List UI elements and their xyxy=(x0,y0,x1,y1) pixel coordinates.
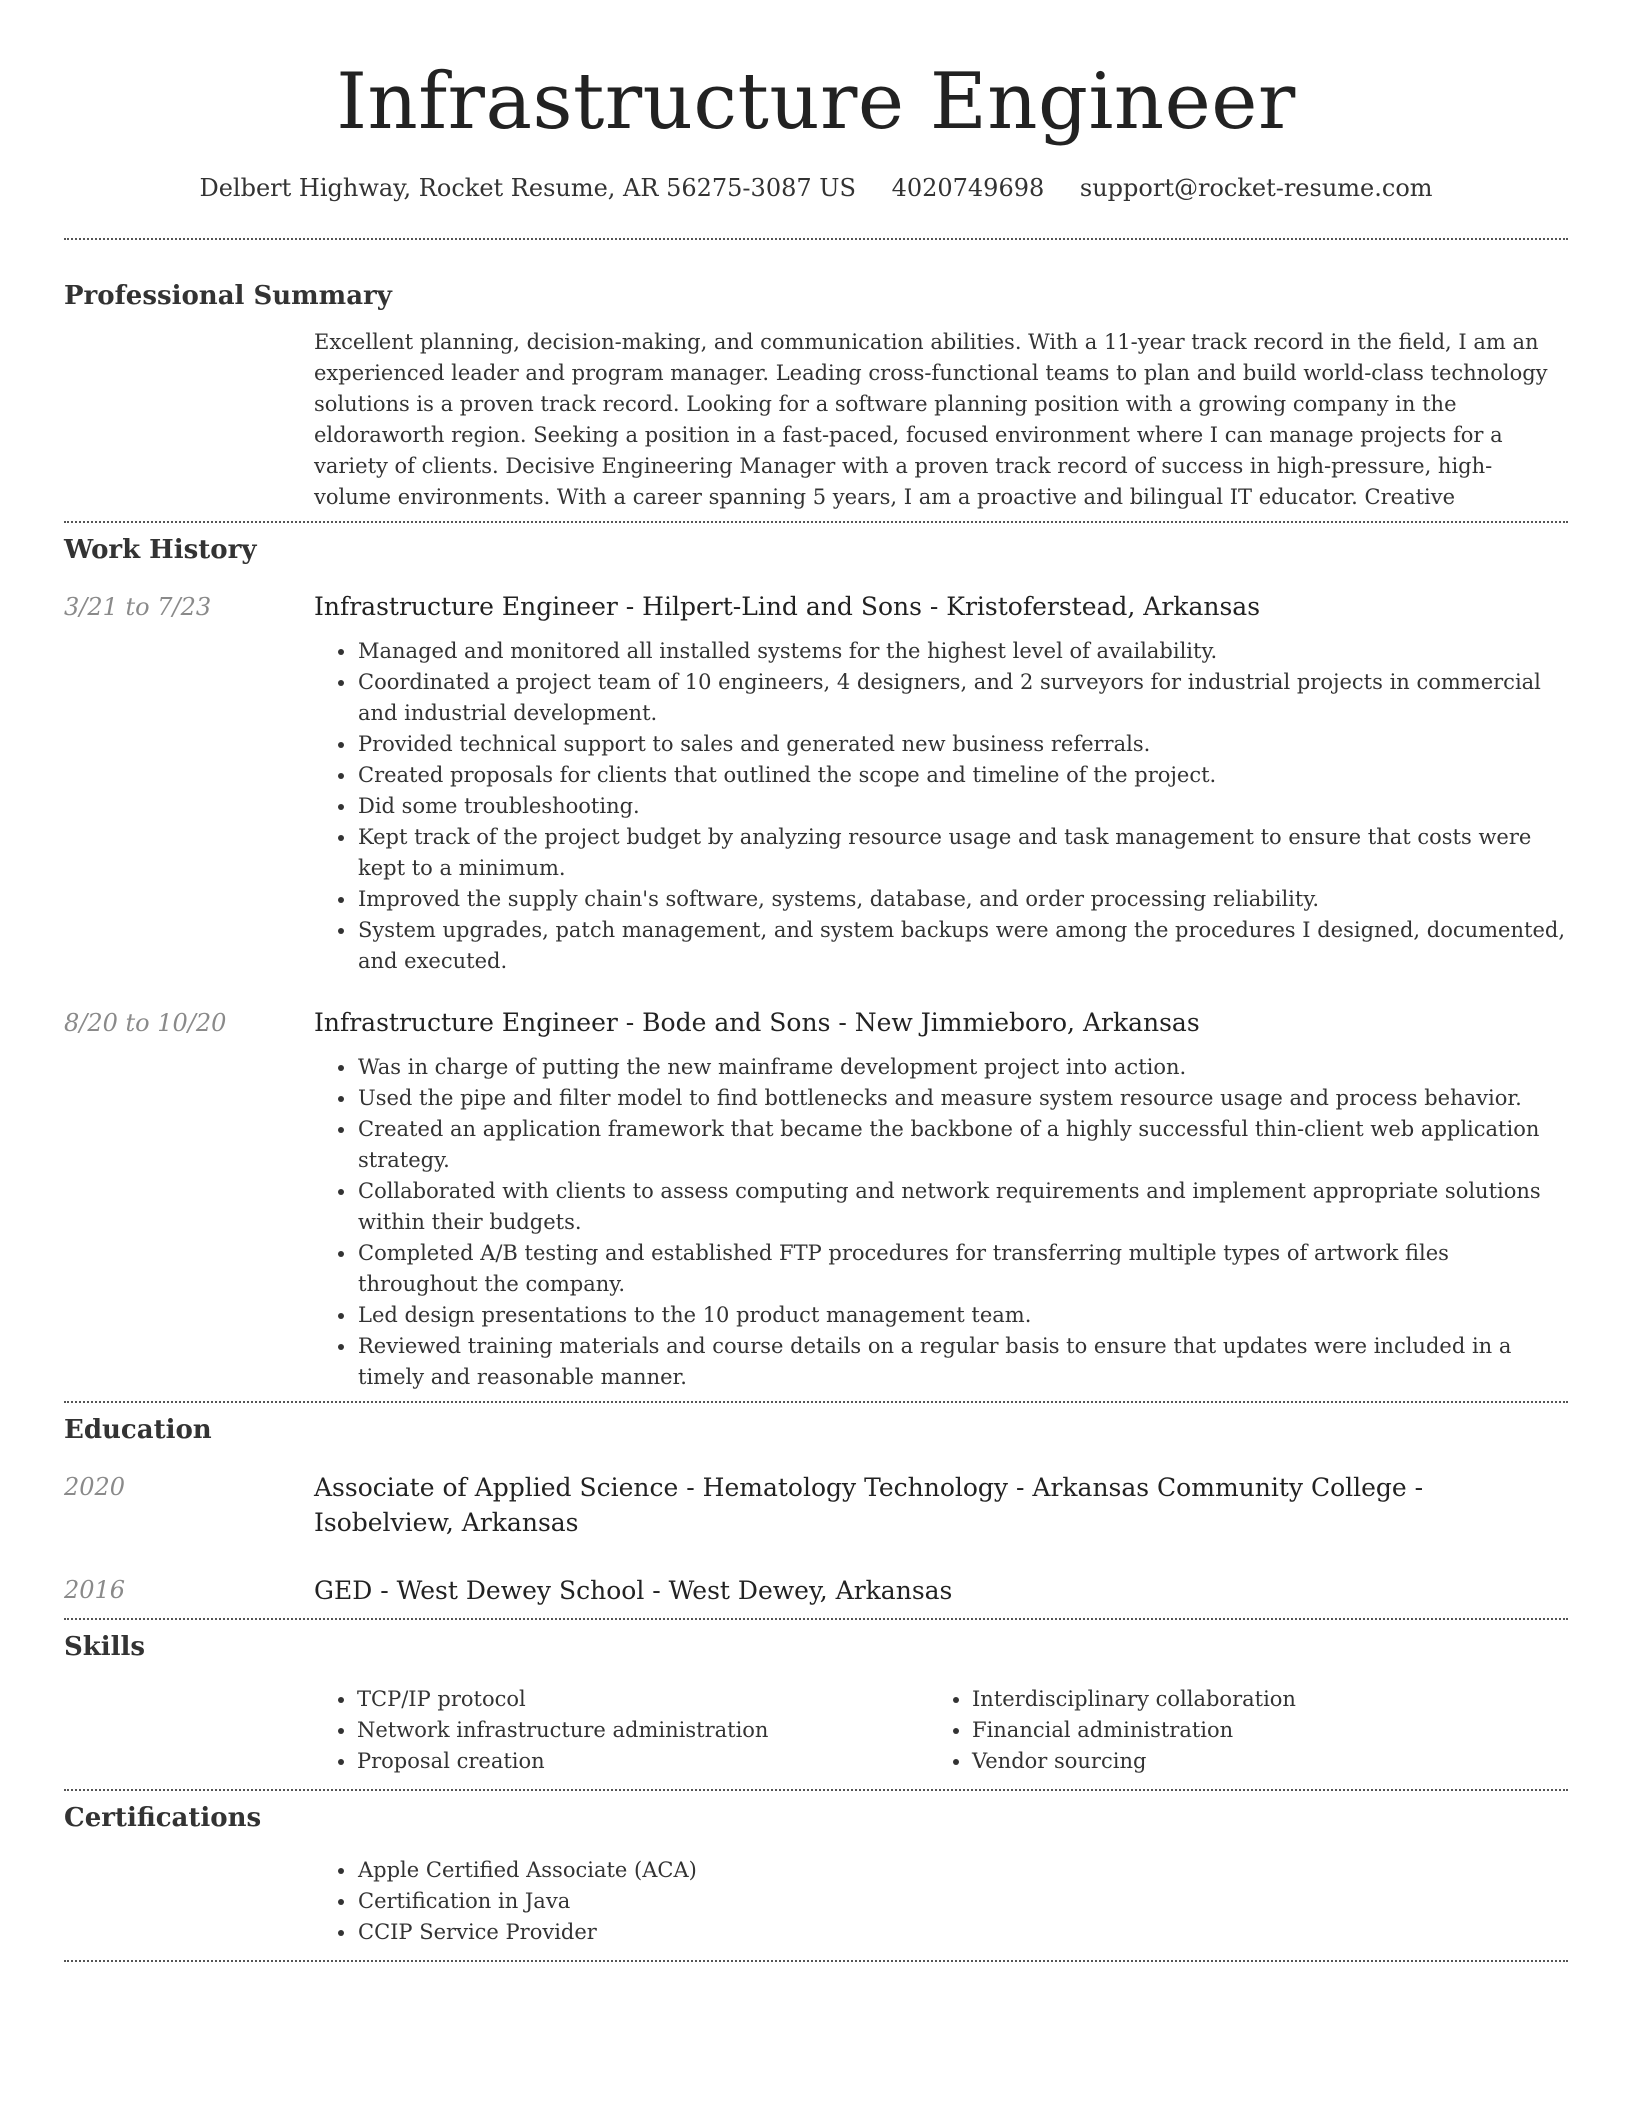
summary-left-spacer xyxy=(64,327,314,513)
skills-list-left xyxy=(314,1684,929,1777)
list-item: • CCIP Service Provider xyxy=(357,1917,1568,1948)
list-item: • Provided technical support to sales and generated new business referrals. xyxy=(357,729,1568,760)
list-item: • Created an application framework that became the backbone of a highly successful thin-client web application strategy. xyxy=(357,1114,1568,1176)
skills-list-right xyxy=(929,1684,1568,1777)
section-divider xyxy=(64,1960,1568,1962)
resume-title: Infrastructure Engineer xyxy=(336,57,1296,147)
work-history-heading: Work History xyxy=(64,535,257,565)
education-section xyxy=(64,1413,1568,1608)
certifications-section xyxy=(64,1801,1568,1948)
skills-left-spacer xyxy=(64,1684,314,1777)
list-item: • TCP/IP protocol xyxy=(357,1684,929,1715)
list-item: • Reviewed training materials and course details on a regular basis to ensure that updates were included in a timely and reasonable manner. xyxy=(357,1331,1568,1393)
list-item: • Coordinated a project team of 10 engineers, 4 designers, and 2 surveyors for industrial projects in commercial and industrial development. xyxy=(357,667,1568,729)
list-item: • Vendor sourcing xyxy=(972,1746,1568,1777)
list-item: • Managed and monitored all installed systems for the highest level of availability. xyxy=(357,636,1568,667)
list-item: • Did some troubleshooting. xyxy=(357,791,1568,822)
list-item: • Kept track of the project budget by analyzing resource usage and task management to ensure that costs were kept to a minimum. xyxy=(357,822,1568,884)
summary-body xyxy=(314,327,1568,513)
section-divider xyxy=(64,1618,1568,1620)
list-item: • Created proposals for clients that outlined the scope and timeline of the project. xyxy=(357,760,1568,791)
education-year: 2016 xyxy=(64,1576,126,1604)
education-heading: Education xyxy=(64,1415,212,1445)
education-year: 2020 xyxy=(64,1473,126,1501)
job-dates: 3/21 to 7/23 xyxy=(64,593,212,621)
summary-text: Excellent planning, decision-making, and communication abilities. With a 11-year track record in the field, I am an experienced leader and program manager. Leading cross-functional teams to plan and build world-class technology solutions is a proven track record. Looking for a software planning position with a growing company in the eldoraworth region. Seeking a position in a fast-paced, focused environment where I can manage projects for a variety of clients. Decisive Engineering Manager with a proven track record of success in high-pressure, high-volume environments. With a career spanning 5 years, I am a proactive and bilingual IT educator. Creative xyxy=(314,330,1548,509)
job-entry xyxy=(64,1006,1568,1393)
list-item: • Used the pipe and filter model to find bottlenecks and measure system resource usage and process behavior. xyxy=(357,1083,1568,1114)
education-entry xyxy=(64,1470,1568,1540)
skills-grid xyxy=(314,1684,1568,1777)
job-bullets xyxy=(314,1052,1568,1393)
summary-heading: Professional Summary xyxy=(64,281,392,311)
list-item: • Led design presentations to the 10 product management team. xyxy=(357,1300,1568,1331)
list-item: • Was in charge of putting the new mainframe development project into action. xyxy=(357,1052,1568,1083)
list-item: • Improved the supply chain's software, systems, database, and order processing reliability. xyxy=(357,884,1568,915)
skills-heading: Skills xyxy=(64,1632,146,1662)
education-entry xyxy=(64,1573,1568,1608)
certifications-body xyxy=(314,1855,1568,1948)
contact-line xyxy=(64,172,1568,204)
certifications-list xyxy=(314,1855,1568,1948)
summary-row xyxy=(64,327,1568,513)
list-item: • Certification in Java xyxy=(357,1886,1568,1917)
job-dates: 8/20 to 10/20 xyxy=(64,1009,227,1037)
education-text: GED - West Dewey School - West Dewey, Arkansas xyxy=(314,1576,953,1605)
contact-phone: 4020749698 xyxy=(891,174,1045,202)
section-divider xyxy=(64,521,1568,523)
work-history-section xyxy=(64,533,1568,1401)
list-item: • Interdisciplinary collaboration xyxy=(972,1684,1568,1715)
job-entry xyxy=(64,590,1568,977)
list-item: • Collaborated with clients to assess computing and network requirements and implement appropriate solutions within their budgets. xyxy=(357,1176,1568,1238)
summary-section xyxy=(64,279,1568,513)
section-divider xyxy=(64,238,1568,240)
certifications-left-spacer xyxy=(64,1855,314,1948)
list-item: • Completed A/B testing and established FTP procedures for transferring multiple types of artwork files throughout the company. xyxy=(357,1238,1568,1300)
job-body xyxy=(314,1006,1568,1393)
job-title: Infrastructure Engineer - Bode and Sons - New Jimmieboro, Arkansas xyxy=(314,1008,1200,1037)
section-divider xyxy=(64,1789,1568,1791)
list-item: • Network infrastructure administration xyxy=(357,1715,929,1746)
job-body xyxy=(314,590,1568,977)
section-divider xyxy=(64,1401,1568,1403)
job-title: Infrastructure Engineer - Hilpert-Lind and Sons - Kristoferstead, Arkansas xyxy=(314,592,1261,621)
certifications-row xyxy=(64,1855,1568,1948)
skills-row xyxy=(64,1684,1568,1777)
education-body xyxy=(314,1573,1568,1608)
certifications-heading: Certifications xyxy=(64,1803,262,1833)
list-item: • Proposal creation xyxy=(357,1746,929,1777)
list-item: • Apple Certified Associate (ACA) xyxy=(357,1855,1568,1886)
list-item: • System upgrades, patch management, and system backups were among the procedures I designed, documented, and executed. xyxy=(357,915,1568,977)
education-text: Associate of Applied Science - Hematology Technology - Arkansas Community College - Isobelview, Arkansas xyxy=(314,1473,1424,1537)
education-body xyxy=(314,1470,1568,1540)
skills-section xyxy=(64,1630,1568,1777)
contact-email: support@rocket-resume.com xyxy=(1079,174,1433,202)
job-bullets xyxy=(314,636,1568,977)
contact-address: Delbert Highway, Rocket Resume, AR 56275-3087 US xyxy=(199,174,856,202)
list-item: • Financial administration xyxy=(972,1715,1568,1746)
